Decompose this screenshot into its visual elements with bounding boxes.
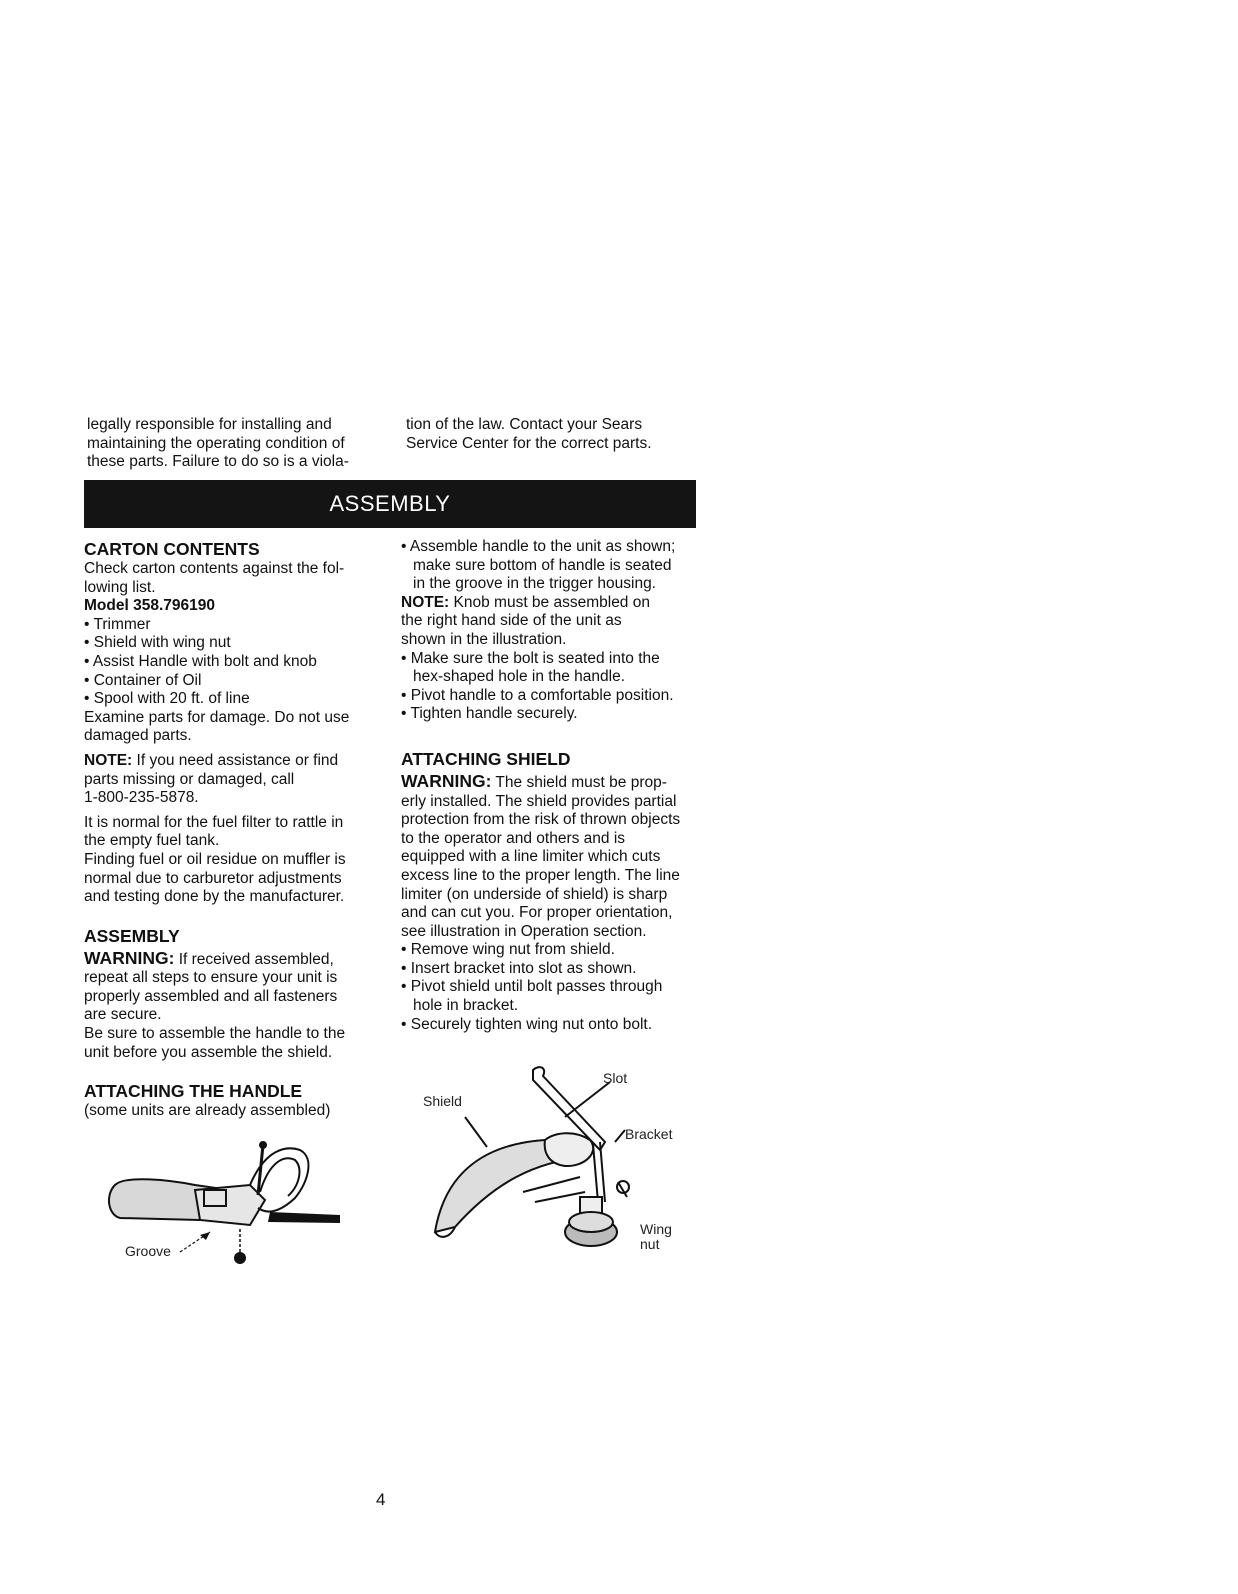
intro-line: legally responsible for installing and — [87, 416, 332, 433]
step-line: • Insert bracket into slot as shown. — [401, 959, 637, 977]
warning-line — [84, 947, 384, 970]
warning-line: are secure. — [84, 1006, 162, 1024]
list-item: • Shield with wing nut — [84, 634, 231, 652]
intro-line: maintaining the operating condition of — [87, 434, 345, 452]
note-text: Knob must be assembled on — [449, 593, 650, 611]
note-line: 1-800-235-5878. — [84, 789, 199, 807]
note-line: shown in the illustration. — [401, 630, 567, 648]
carton-heading: CARTON CONTENTS — [84, 539, 260, 559]
list-item: • Container of Oil — [84, 671, 202, 689]
residue-line: normal due to carburetor adjustments — [84, 869, 342, 887]
warning-line — [401, 770, 706, 793]
knob-icon — [234, 1252, 246, 1264]
bullet-line: in the groove in the trigger housing. — [413, 575, 656, 593]
warning-line: repeat all steps to ensure your unit is — [84, 969, 338, 987]
warning-text: The shield must be prop- — [491, 773, 667, 791]
note-line — [401, 594, 706, 613]
note-line: parts missing or damaged, call — [84, 770, 295, 788]
note-line — [84, 752, 384, 771]
carton-line: lowing list. — [84, 578, 156, 596]
warning-label: WARNING: — [84, 947, 175, 968]
intro-right-text — [406, 416, 706, 453]
shield-illustration — [415, 1062, 695, 1272]
warning-line: see illustration in Operation section. — [401, 922, 647, 940]
warning-line: excess line to the proper length. The line — [401, 866, 680, 884]
handle-subheading: (some units are already assembled) — [84, 1102, 331, 1120]
filter-line: It is normal for the fuel filter to rattle in — [84, 813, 344, 831]
bullet-line: hex-shaped hole in the handle. — [413, 668, 625, 686]
residue-line: and testing done by the manufacturer. — [84, 888, 345, 906]
bullet-line: make sure bottom of handle is seated — [413, 556, 672, 574]
examine-line: Examine parts for damage. Do not use — [84, 708, 350, 726]
bullet-line: • Tighten handle securely. — [401, 705, 578, 723]
step-line: • Securely tighten wing nut onto bolt. — [401, 1015, 652, 1033]
warning-text: If received assembled, — [174, 950, 334, 968]
carton-line: Check carton contents against the fol- — [84, 560, 345, 577]
handle-illustration — [100, 1140, 350, 1275]
page-number: 4 — [376, 1490, 386, 1509]
right-column — [401, 538, 706, 1034]
list-item: • Trimmer — [84, 615, 151, 633]
bullet-line: • Pivot handle to a comfortable position. — [401, 686, 674, 704]
bracket-label: Bracket — [625, 1126, 673, 1142]
step-line: hole in bracket. — [413, 997, 519, 1015]
wing-label: Wing — [640, 1221, 672, 1237]
warning-line: equipped with a line limiter which cuts — [401, 848, 661, 866]
note-text: If you need assistance or find — [132, 751, 339, 769]
model-number: Model 358.796190 — [84, 597, 215, 615]
list-item: • Assist Handle with bolt and knob — [84, 652, 317, 670]
warning-line: properly assembled and all fasteners — [84, 987, 338, 1005]
sure-line: Be sure to assemble the handle to the — [84, 1025, 346, 1043]
examine-line: damaged parts. — [84, 727, 192, 745]
intro-line: tion of the law. Contact your Sears — [406, 416, 643, 433]
list-item: • Spool with 20 ft. of line — [84, 690, 250, 708]
bullet-line: • Assemble handle to the unit as shown; — [401, 538, 676, 555]
slot-label: Slot — [603, 1070, 628, 1086]
step-line: • Pivot shield until bolt passes through — [401, 978, 663, 996]
assembly-heading: ASSEMBLY — [84, 925, 180, 946]
intro-line: Service Center for the correct parts. — [406, 434, 652, 452]
handle-heading: ATTACHING THE HANDLE — [84, 1081, 303, 1102]
sure-line: unit before you assemble the shield. — [84, 1043, 333, 1061]
shield-label: Shield — [423, 1093, 462, 1109]
warning-line: protection from the risk of thrown objects — [401, 811, 681, 829]
note-label: NOTE: — [84, 751, 133, 769]
warning-line: erly installed. The shield provides partial — [401, 792, 677, 810]
warning-line: to the operator and others and is — [401, 829, 626, 847]
warning-line: and can cut you. For proper orientation, — [401, 904, 673, 922]
step-line: • Remove wing nut from shield. — [401, 941, 615, 959]
nut-label: nut — [640, 1236, 660, 1252]
intro-left-text — [87, 416, 387, 472]
note-label: NOTE: — [401, 593, 450, 611]
residue-line: Finding fuel or oil residue on muffler is — [84, 850, 346, 868]
note-line: the right hand side of the unit as — [401, 612, 622, 630]
filter-line: the empty fuel tank. — [84, 832, 220, 850]
shield-heading: ATTACHING SHIELD — [401, 748, 571, 769]
bullet-line: • Make sure the bolt is seated into the — [401, 649, 660, 667]
section-banner: ASSEMBLY — [84, 480, 696, 528]
groove-label: Groove — [125, 1243, 171, 1259]
warning-line: limiter (on underside of shield) is sharp — [401, 885, 668, 903]
intro-line: these parts. Failure to do so is a viola- — [87, 453, 349, 471]
warning-label: WARNING: — [401, 770, 492, 791]
left-column — [84, 538, 384, 1121]
